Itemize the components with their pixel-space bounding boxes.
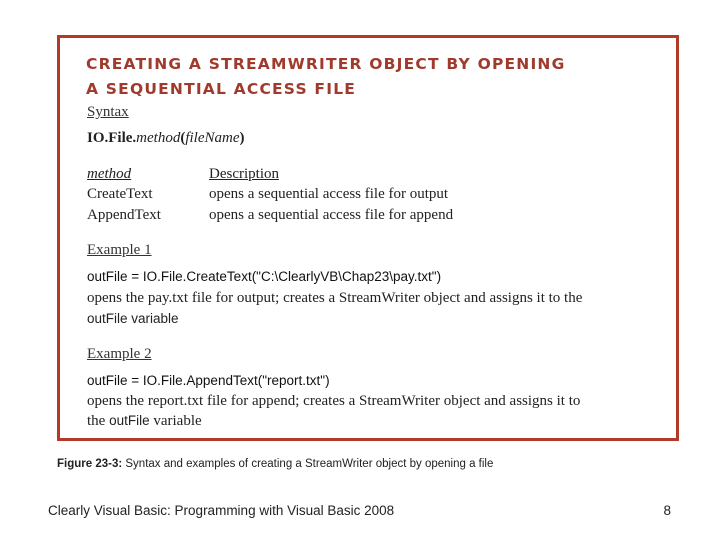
footer-book-title: Clearly Visual Basic: Programming with Visual Basic 2008: [48, 503, 395, 518]
figure-title-line-2: A SEQUENTIAL ACCESS FILE: [86, 80, 357, 98]
example-2-label: Example 2: [87, 346, 152, 362]
table-row-description: opens a sequential access file for output: [209, 186, 449, 202]
caption-text: Syntax and examples of creating a StreamWriter object by opening a file: [122, 458, 494, 470]
syntax-label: Syntax: [87, 104, 129, 120]
syntax-param: fileName: [185, 130, 240, 146]
example-2-description-line-2: [87, 413, 202, 430]
figure-title-line-1: CREATING A STREAMWRITER OBJECT BY OPENING: [86, 55, 566, 73]
figure-title: [86, 52, 566, 102]
example-2-desc-suffix: variable: [149, 413, 202, 429]
syntax-method: method: [136, 130, 181, 146]
example-1-code: outFile = IO.File.CreateText("C:\ClearlyVB\Chap23\pay.txt"): [87, 269, 442, 284]
syntax-line: [87, 130, 245, 147]
figure-number: Figure 23-3:: [57, 458, 123, 470]
figure-caption: [57, 458, 493, 470]
example-2-code: outFile = IO.File.AppendText("report.txt"): [87, 373, 330, 388]
footer-page-number: 8: [663, 503, 671, 518]
syntax-prefix: IO.File.: [87, 130, 137, 146]
example-1-description-line-1: opens the pay.txt file for output; creates a StreamWriter object and assigns it to the: [87, 290, 583, 306]
syntax-open-paren: (: [180, 130, 186, 146]
table-row-method: CreateText: [87, 186, 153, 202]
example-2-desc-var: outFile: [109, 413, 150, 428]
example-1-label: Example 1: [87, 242, 152, 258]
example-1-description-line-2: outFile variable: [87, 311, 179, 326]
table-row-method: AppendText: [87, 207, 161, 223]
syntax-close-paren: ): [239, 130, 245, 146]
example-2-desc-prefix: the: [87, 413, 110, 429]
table-header-method: method: [87, 166, 132, 182]
table-row-description: opens a sequential access file for append: [209, 207, 454, 223]
figure-box: [57, 35, 679, 441]
table-header-description: Description: [209, 166, 279, 182]
example-2-description-line-1: opens the report.txt file for append; creates a StreamWriter object and assigns it to: [87, 393, 581, 409]
